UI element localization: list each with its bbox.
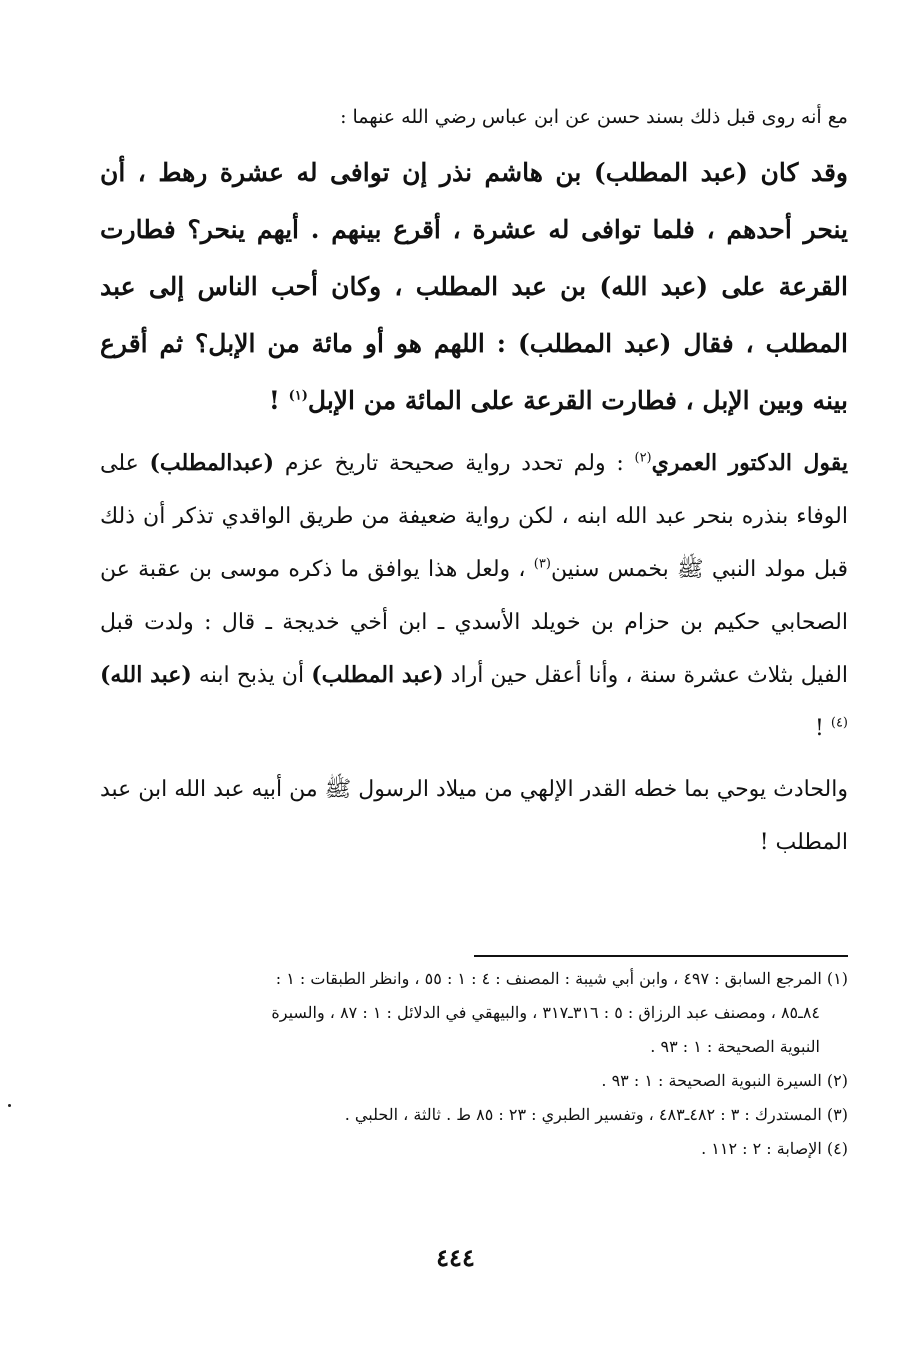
para1-end: ! [815, 716, 831, 741]
para1-text4: أن يذبح ابنه [191, 663, 312, 688]
footnote-1-cont-b: النبوية الصحيحة : ١ : ٩٣ . [650, 1037, 820, 1056]
para1-text2: على الوفاء بنذره بنحر عبد الله ابنه ، لكن رواية ضعيفة من طريق الواقدي تذكر أن ذلك قبل مولد النبي ﷺ بخمس سنين [100, 451, 848, 582]
para1-bold2: (عبد المطلب) [311, 662, 444, 688]
para1-text3: ، ولعل هذا يوافق ما ذكره موسى بن عقبة عن الصحابي حكيم بن حزام بن خويلد الأسدي ـ ابن أخي خديجة ـ قال : ولدت قبل الفيل بثلاث عشرة سنة ، وأنا أعقل حين أراد [100, 557, 849, 688]
footnote-ref-1: (١) [288, 388, 308, 404]
quote-end: ! [268, 386, 289, 415]
scan-speck [8, 1104, 11, 1107]
page-number: ٤٤٤ [436, 1243, 475, 1272]
footnote-1: (١) المرجع السابق : ٤٩٧ ، وابن أبي شيبة : المصنف : ٤ : ١ : ٥٥ ، وانظر الطبقات : ١ : [275, 969, 848, 988]
footnote-1-cont-a: ٨٤ـ٨٥ ، ومصنف عبد الرزاق : ٥ : ٣١٦ـ٣١٧ ، والبيهقي في الدلائل : ١ : ٨٧ ، والسيرة [271, 1003, 820, 1022]
footnote-separator [474, 955, 848, 957]
footnotes [100, 962, 848, 1166]
footnote-3: (٣) المستدرك : ٣ : ٤٨٢ـ٤٨٣ ، وتفسير الطبري : ٢٣ : ٨٥ ط . ثالثة ، الحلبي . [344, 1105, 848, 1124]
paragraph-conclusion: والحادث يوحي بما خطه القدر الإلهي من ميلاد الرسول ﷺ من أبيه عبد الله ابن عبد المطلب ! [99, 777, 848, 855]
para1-bold3: (عبد الله) [100, 662, 192, 688]
main-text [100, 100, 848, 877]
footnote-ref-3: (٣) [533, 556, 551, 572]
footnote-2: (٢) السيرة النبوية الصحيحة : ١ : ٩٣ . [601, 1071, 848, 1090]
quote-text: وقد كان (عبد المطلب) بن هاشم نذر إن توافى له عشرة رهط ، أن ينحر أحدهم ، فلما توافى له عشرة ، أقرع بينهم . أيهم ينحر؟ فطارت القرعة على (عبد الله) بن عبد المطلب ، وكان أحب الناس إلى عبد المطلب ، فقال (عبد المطلب) : اللهم هو أو مائة من الإبل؟ ثم أقرع بينه وبين الإبل ، فطارت القرعة على المائة من الإبل [100, 158, 848, 415]
para1-lead: يقول الدكتور العمري [651, 450, 848, 476]
intro-line: مع أنه روى قبل ذلك بسند حسن عن ابن عباس رضي الله عنهما : [340, 106, 848, 128]
para1-text1: : ولم تحدد رواية صحيحة تاريخ عزم [274, 451, 635, 476]
paragraph-omari [100, 437, 848, 755]
footnote-ref-4: (٤) [830, 715, 848, 731]
footnote-4: (٤) الإصابة : ٢ : ١١٢ . [701, 1139, 848, 1158]
footnote-ref-2: (٢) [634, 450, 652, 466]
quoted-narration [100, 144, 848, 429]
para1-bold1: (عبدالمطلب) [149, 450, 275, 476]
